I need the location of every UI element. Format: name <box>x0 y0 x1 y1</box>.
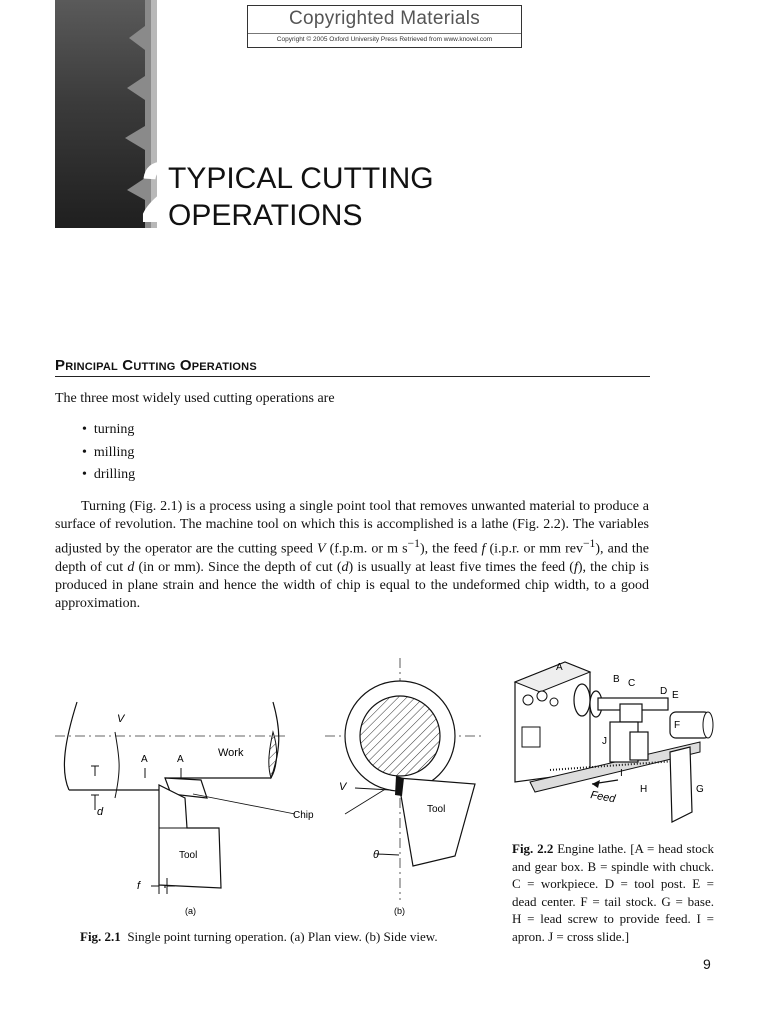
fig2-label-b: B <box>613 674 620 685</box>
copyright-notice <box>247 5 522 48</box>
copyright-title: Copyrighted Materials <box>288 8 481 29</box>
fig2-label-d: D <box>660 686 668 697</box>
fig1-label-v: V <box>117 713 125 725</box>
fig2-label-c: C <box>628 678 636 689</box>
list-item: • turning <box>82 422 135 445</box>
fig1-label-v-b: V <box>339 781 347 793</box>
fig1-label-work: Work <box>218 747 244 759</box>
page-number: 9 <box>703 956 711 972</box>
list-item: • milling <box>82 445 135 468</box>
chapter-title-line2: OPERATIONS <box>168 199 363 232</box>
fig1-label-chip: Chip <box>293 810 314 821</box>
fig2-label-f: F <box>674 720 681 731</box>
chapter-number: 2 <box>140 145 188 241</box>
fig1-label-a2: A <box>177 754 184 765</box>
figure-2-1-caption: Fig. 2.1 Single point turning operation. (a) Plan view. (b) Side view. <box>80 929 438 944</box>
fig1-label-a1: A <box>141 754 148 765</box>
section-heading: Principal Cutting Operations <box>55 357 650 377</box>
fig1-label-theta: θ <box>373 849 379 861</box>
fig1-label-d: d <box>97 806 104 818</box>
fig2-label-feed: Feed <box>589 789 617 806</box>
fig1-label-sub-b: (b) <box>394 906 405 916</box>
chapter-banner-image <box>55 0 188 241</box>
body-paragraph: Turning (Fig. 2.1) is a process using a single point tool that removes unwanted material to produce a surface of revolution. The machine tool on which this is accomplished is a lathe (Fig. 2.2). The variables adjusted by the operator are the cutting speed V (f.p.m. or m $s^{-1}$), the feed f (i.p.r. or mm rev$^{-1}$), and the depth of cut d (in or mm). Since the depth of cut (d) is usually at least five times the feed (f), the chip is produced in plane strain and hence the width of chip is equal to the undeformed chip width, to a good approximation. <box>55 499 650 612</box>
intro-text: The three most widely used cutting operations are <box>55 391 335 406</box>
fig1-label-tool-a: Tool <box>179 850 198 861</box>
chapter-title-line1: TYPICAL CUTTING <box>168 162 434 195</box>
fig1-label-tool-b: Tool <box>427 804 446 815</box>
fig2-label-a: A <box>556 662 563 673</box>
copyright-line: Copyright © 2005 Oxford University Press Retrieved from www.knovel.com <box>248 33 521 43</box>
list-item: • drilling <box>82 467 135 490</box>
fig1-label-sub-a: (a) <box>185 906 196 916</box>
figure-2-2 <box>510 652 720 832</box>
chapter-title <box>168 160 434 234</box>
fig2-label-e: E <box>672 690 679 701</box>
fig1-label-f: f <box>137 880 141 892</box>
figure-2-1 <box>55 650 485 925</box>
figure-2-2-caption: Fig. 2.2 Engine lathe. [A = head stock and gear box. B = spindle with chuck. C = workpiece. D = tool post. E = dead center. F = tail stock. G = base. H = lead screw to provide feed. I = apron. J = cross slide.] <box>512 841 714 944</box>
operations-list <box>82 422 135 490</box>
fig2-label-h: H <box>640 784 648 795</box>
fig2-label-j: J <box>602 736 607 747</box>
fig2-label-g: G <box>696 784 704 795</box>
fig2-label-i: I <box>620 768 623 779</box>
